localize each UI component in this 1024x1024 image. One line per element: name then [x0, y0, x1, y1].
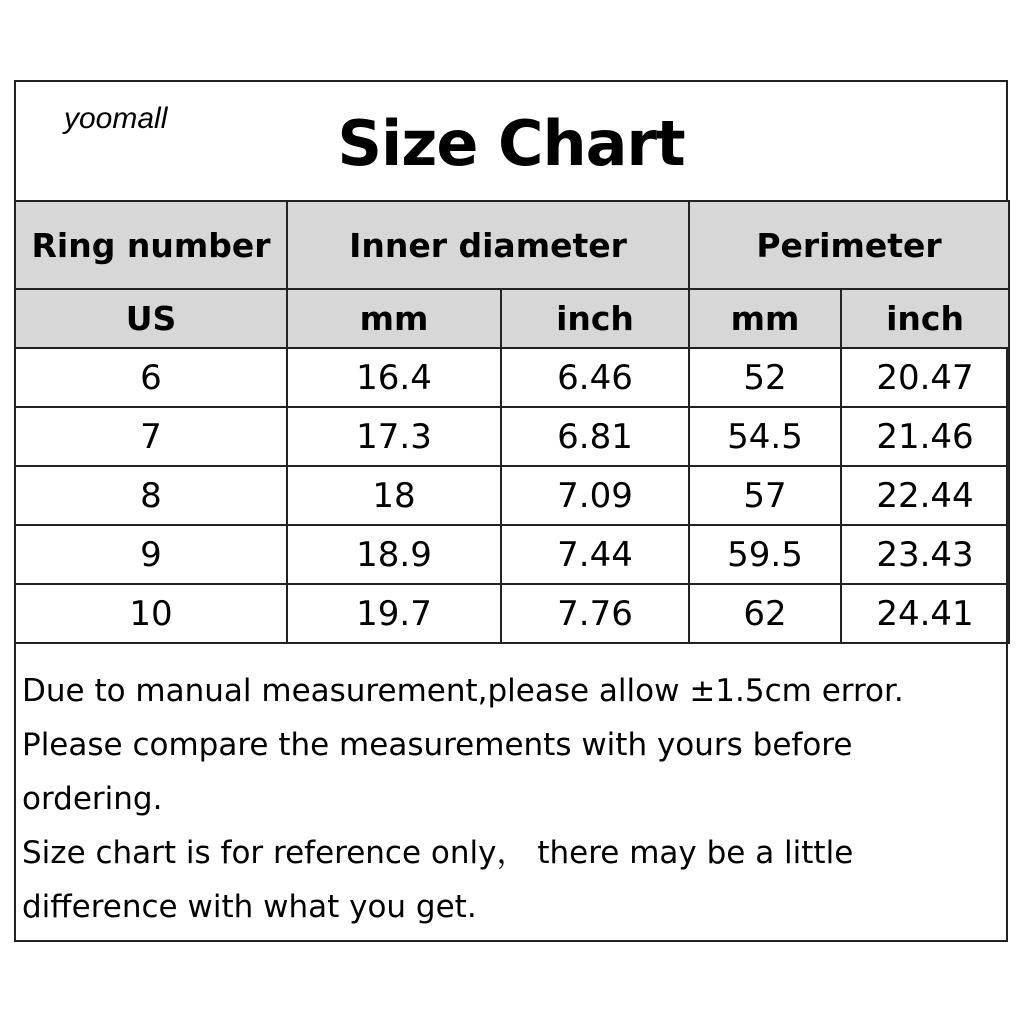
cell-ring-number: 6: [15, 348, 287, 407]
cell-perimeter-mm: 54.5: [689, 407, 841, 466]
cell-inner-inch: 7.09: [501, 466, 689, 525]
cell-ring-number: 9: [15, 525, 287, 584]
page-title: Size Chart: [337, 107, 685, 180]
unit-header-inner-inch: inch: [501, 289, 689, 348]
cell-perimeter-inch: 24.41: [841, 584, 1009, 643]
cell-ring-number: 8: [15, 466, 287, 525]
cell-perimeter-inch: 20.47: [841, 348, 1009, 407]
brand-logo-text: yoomall: [64, 102, 168, 135]
table-row: [15, 407, 1009, 466]
cell-perimeter-mm: 62: [689, 584, 841, 643]
cell-ring-number: 7: [15, 407, 287, 466]
table-unit-header-row: [15, 289, 1009, 348]
note-line: Please compare the measurements with yours before: [22, 727, 853, 763]
unit-header-perimeter-mm: mm: [689, 289, 841, 348]
cell-inner-inch: 6.81: [501, 407, 689, 466]
cell-inner-mm: 18.9: [287, 525, 501, 584]
cell-perimeter-inch: 23.43: [841, 525, 1009, 584]
table-row: [15, 525, 1009, 584]
table-row: [15, 584, 1009, 643]
cell-inner-inch: 6.46: [501, 348, 689, 407]
header-inner-diameter: Inner diameter: [287, 201, 689, 289]
cell-perimeter-mm: 59.5: [689, 525, 841, 584]
cell-perimeter-mm: 52: [689, 348, 841, 407]
cell-inner-mm: 17.3: [287, 407, 501, 466]
cell-perimeter-inch: 21.46: [841, 407, 1009, 466]
cell-perimeter-inch: 22.44: [841, 466, 1009, 525]
cell-inner-mm: 19.7: [287, 584, 501, 643]
size-table: [14, 200, 1010, 644]
note-line: Due to manual measurement,please allow ±1.5cm error.: [22, 673, 904, 709]
unit-header-inner-mm: mm: [287, 289, 501, 348]
header-perimeter: Perimeter: [689, 201, 1009, 289]
table-group-header-row: [15, 201, 1009, 289]
notes-section: [22, 664, 982, 934]
note-line: ordering.: [22, 781, 163, 817]
cell-inner-mm: 18: [287, 466, 501, 525]
table-row: [15, 348, 1009, 407]
note-line: difference with what you get.: [22, 889, 477, 925]
cell-ring-number: 10: [15, 584, 287, 643]
unit-header-perimeter-inch: inch: [841, 289, 1009, 348]
unit-header-us: US: [15, 289, 287, 348]
note-line: Size chart is for reference only， there may be a little: [22, 835, 854, 871]
table-row: [15, 466, 1009, 525]
cell-inner-inch: 7.76: [501, 584, 689, 643]
cell-perimeter-mm: 57: [689, 466, 841, 525]
cell-inner-inch: 7.44: [501, 525, 689, 584]
header-ring-number: Ring number: [15, 201, 287, 289]
cell-inner-mm: 16.4: [287, 348, 501, 407]
